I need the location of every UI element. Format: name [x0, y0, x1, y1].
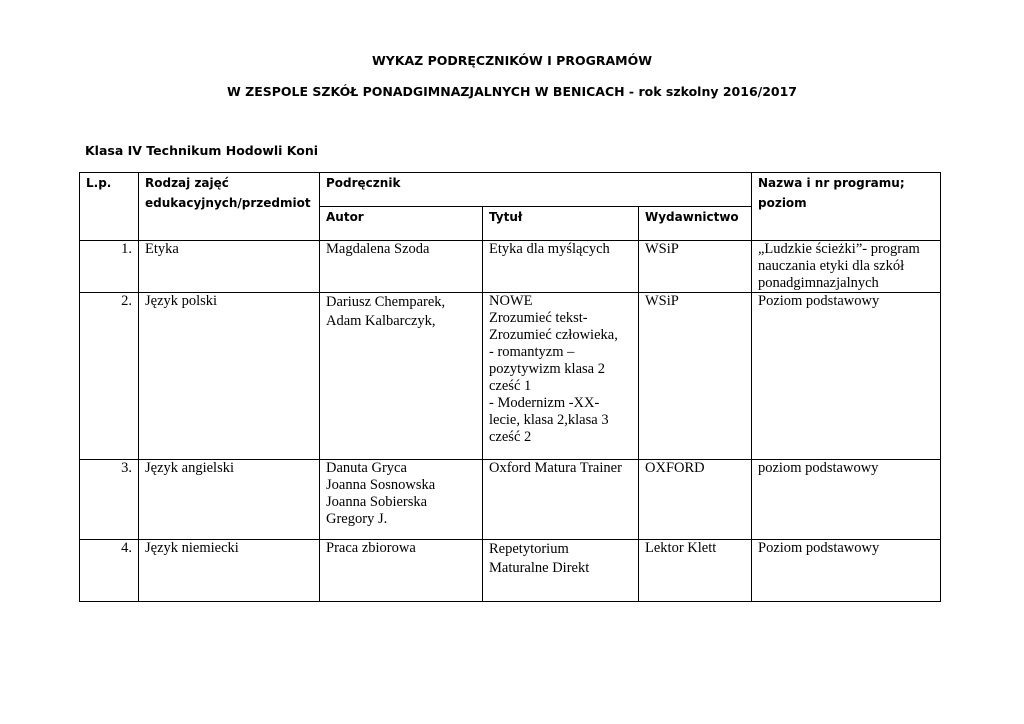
title-line: Maturalne Direkt: [489, 560, 590, 576]
cell-publisher: Lektor Klett: [639, 540, 752, 602]
cell-subject: Język polski: [139, 293, 320, 460]
program-line: Poziom podstawowy: [758, 540, 880, 556]
header-row: [80, 173, 941, 207]
cell-author: [320, 293, 483, 460]
title-line: Etyka dla myślących: [489, 241, 610, 257]
title-line: Zrozumieć tekst-: [489, 310, 588, 326]
cell-title: [483, 460, 639, 540]
header-program-line2: poziom: [758, 196, 807, 210]
cell-title: [483, 241, 639, 293]
table-row: [80, 241, 941, 293]
author-line: Dariusz Chemparek,: [326, 294, 446, 310]
title-line: NOWE: [489, 293, 533, 309]
header-title: Tytuł: [483, 207, 639, 241]
cell-publisher: WSiP: [639, 293, 752, 460]
title-line: lecie, klasa 2,klasa 3: [489, 412, 609, 428]
cell-subject: Język niemiecki: [139, 540, 320, 602]
header-author: Autor: [320, 207, 483, 241]
author-line: Magdalena Szoda: [326, 241, 430, 257]
program-line: Poziom podstawowy: [758, 293, 880, 309]
title-line: cześć 2: [489, 429, 532, 445]
cell-lp: 2.: [80, 293, 139, 460]
program-line: poziom podstawowy: [758, 460, 879, 476]
author-line: Danuta Gryca: [326, 460, 407, 476]
header-program: [752, 173, 941, 241]
document-subtitle: W ZESPOLE SZKÓŁ PONADGIMNAZJALNYCH W BENICACH - rok szkolny 2016/2017: [227, 84, 797, 99]
author-line: Praca zbiorowa: [326, 540, 416, 556]
program-line: „Ludzkie ścieżki”- program: [758, 241, 920, 257]
title-line: Zrozumieć człowieka,: [489, 327, 618, 343]
cell-title: [483, 293, 639, 460]
header-subject: [139, 173, 320, 241]
title-line: Repetytorium: [489, 541, 569, 557]
header-textbook: Podręcznik: [320, 173, 752, 207]
title-line: pozytywizm klasa 2: [489, 361, 605, 377]
textbook-table: [79, 172, 941, 602]
cell-program: [752, 460, 941, 540]
cell-subject: Język angielski: [139, 460, 320, 540]
cell-lp: 4.: [80, 540, 139, 602]
cell-lp: 3.: [80, 460, 139, 540]
title-line: - Modernizm -XX-: [489, 395, 600, 411]
header-subject-line2: edukacyjnych/przedmiot: [145, 196, 311, 210]
cell-author: [320, 540, 483, 602]
program-line: ponadgimnazjalnych: [758, 275, 879, 291]
header-lp: L.p.: [80, 173, 139, 241]
table-row: [80, 460, 941, 540]
cell-publisher: OXFORD: [639, 460, 752, 540]
title-line: Oxford Matura Trainer: [489, 460, 622, 476]
table-row: [80, 540, 941, 602]
author-line: Joanna Sosnowska: [326, 477, 436, 493]
program-line: nauczania etyki dla szkół: [758, 258, 905, 274]
cell-program: [752, 241, 941, 293]
header-program-line1: Nazwa i nr programu;: [758, 176, 905, 190]
cell-author: [320, 241, 483, 293]
title-line: - romantyzm –: [489, 344, 575, 360]
title-line: cześć 1: [489, 378, 532, 394]
header-subject-line1: Rodzaj zajęć: [145, 176, 229, 190]
document-title: WYKAZ PODRĘCZNIKÓW I PROGRAMÓW: [371, 53, 652, 68]
cell-program: [752, 293, 941, 460]
author-line: Adam Kalbarczyk,: [326, 313, 436, 329]
cell-publisher: WSiP: [639, 241, 752, 293]
cell-author: [320, 460, 483, 540]
cell-program: [752, 540, 941, 602]
author-line: Joanna Sobierska: [326, 494, 428, 510]
cell-subject: Etyka: [139, 241, 320, 293]
header-publisher: Wydawnictwo: [639, 207, 752, 241]
cell-lp: 1.: [80, 241, 139, 293]
author-line: Gregory J.: [326, 511, 388, 527]
class-label: Klasa IV Technikum Hodowli Koni: [85, 143, 319, 158]
table-row: [80, 293, 941, 460]
cell-title: [483, 540, 639, 602]
